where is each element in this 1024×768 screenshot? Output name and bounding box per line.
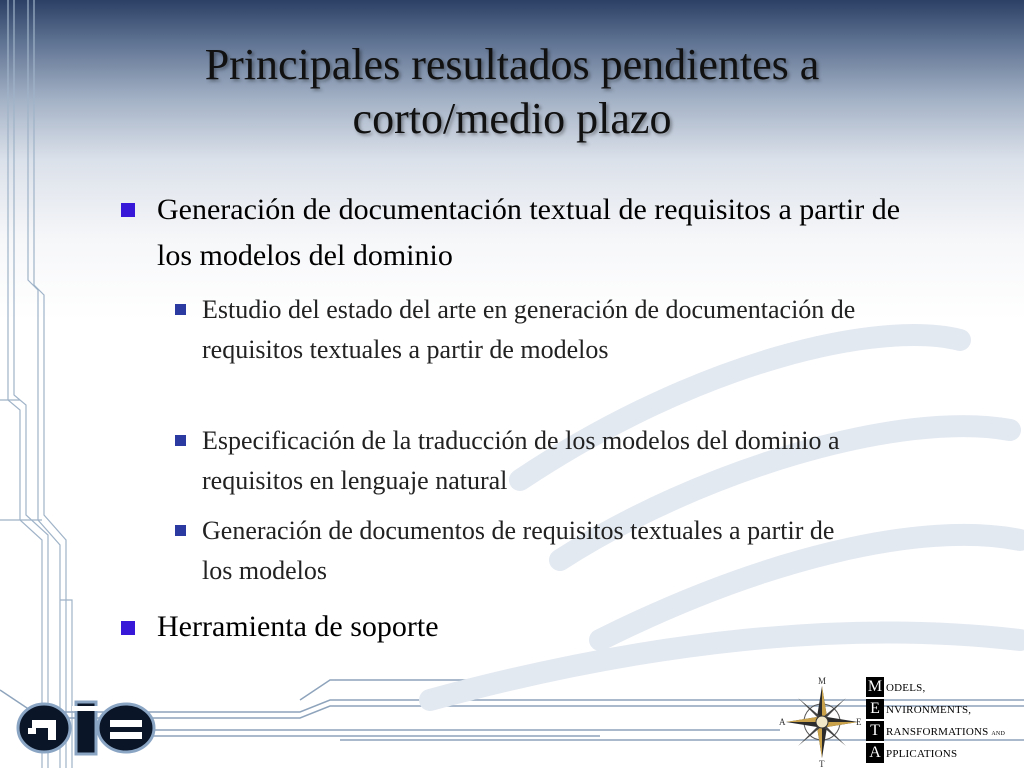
compass-south-label: T — [819, 759, 825, 768]
meta-word: PPLICATIONS — [886, 748, 958, 760]
meta-logo — [866, 677, 1024, 768]
bullet-marker — [121, 621, 135, 635]
meta-and: AND — [991, 731, 1005, 737]
meta-initial: M — [867, 678, 883, 695]
meta-initial: T — [866, 721, 884, 741]
meta-initial: A — [866, 743, 884, 763]
slide-title: Principales resultados pendientes a corto/medio plazo — [204, 40, 820, 143]
meta-initial: E — [866, 699, 884, 719]
compass-east-label: E — [856, 717, 862, 727]
meta-word: ODELS, — [886, 682, 926, 694]
gis-logo — [10, 690, 160, 762]
meta-word-text: RANSFORMATIONS — [886, 726, 989, 738]
sub-bullet-text: Generación de documentos de requisitos textuales a partir de los modelos — [202, 516, 835, 585]
meta-word: NVIRONMENTS, — [886, 704, 972, 716]
bullet-marker — [121, 203, 135, 217]
sub-bullet-marker — [175, 525, 186, 536]
compass-north-label: M — [818, 676, 827, 686]
meta-word — [886, 725, 1005, 741]
bullet-text: Generación de documentación textual de requisitos a partir de los modelos del dominio — [157, 193, 901, 272]
sub-bullet-text: Estudio del estado del arte en generación de documentación de requisitos textuales a partir de modelos — [202, 295, 856, 364]
sub-bullet-marker — [175, 304, 186, 315]
bullet-text: Herramienta de soporte — [157, 610, 439, 643]
sub-bullet-marker — [175, 435, 186, 446]
sub-bullet-text: Especificación de la traducción de los modelos del dominio a requisitos en lenguaje natural — [202, 426, 840, 495]
compass-rose-icon — [778, 676, 864, 768]
compass-west-label: A — [779, 717, 786, 727]
